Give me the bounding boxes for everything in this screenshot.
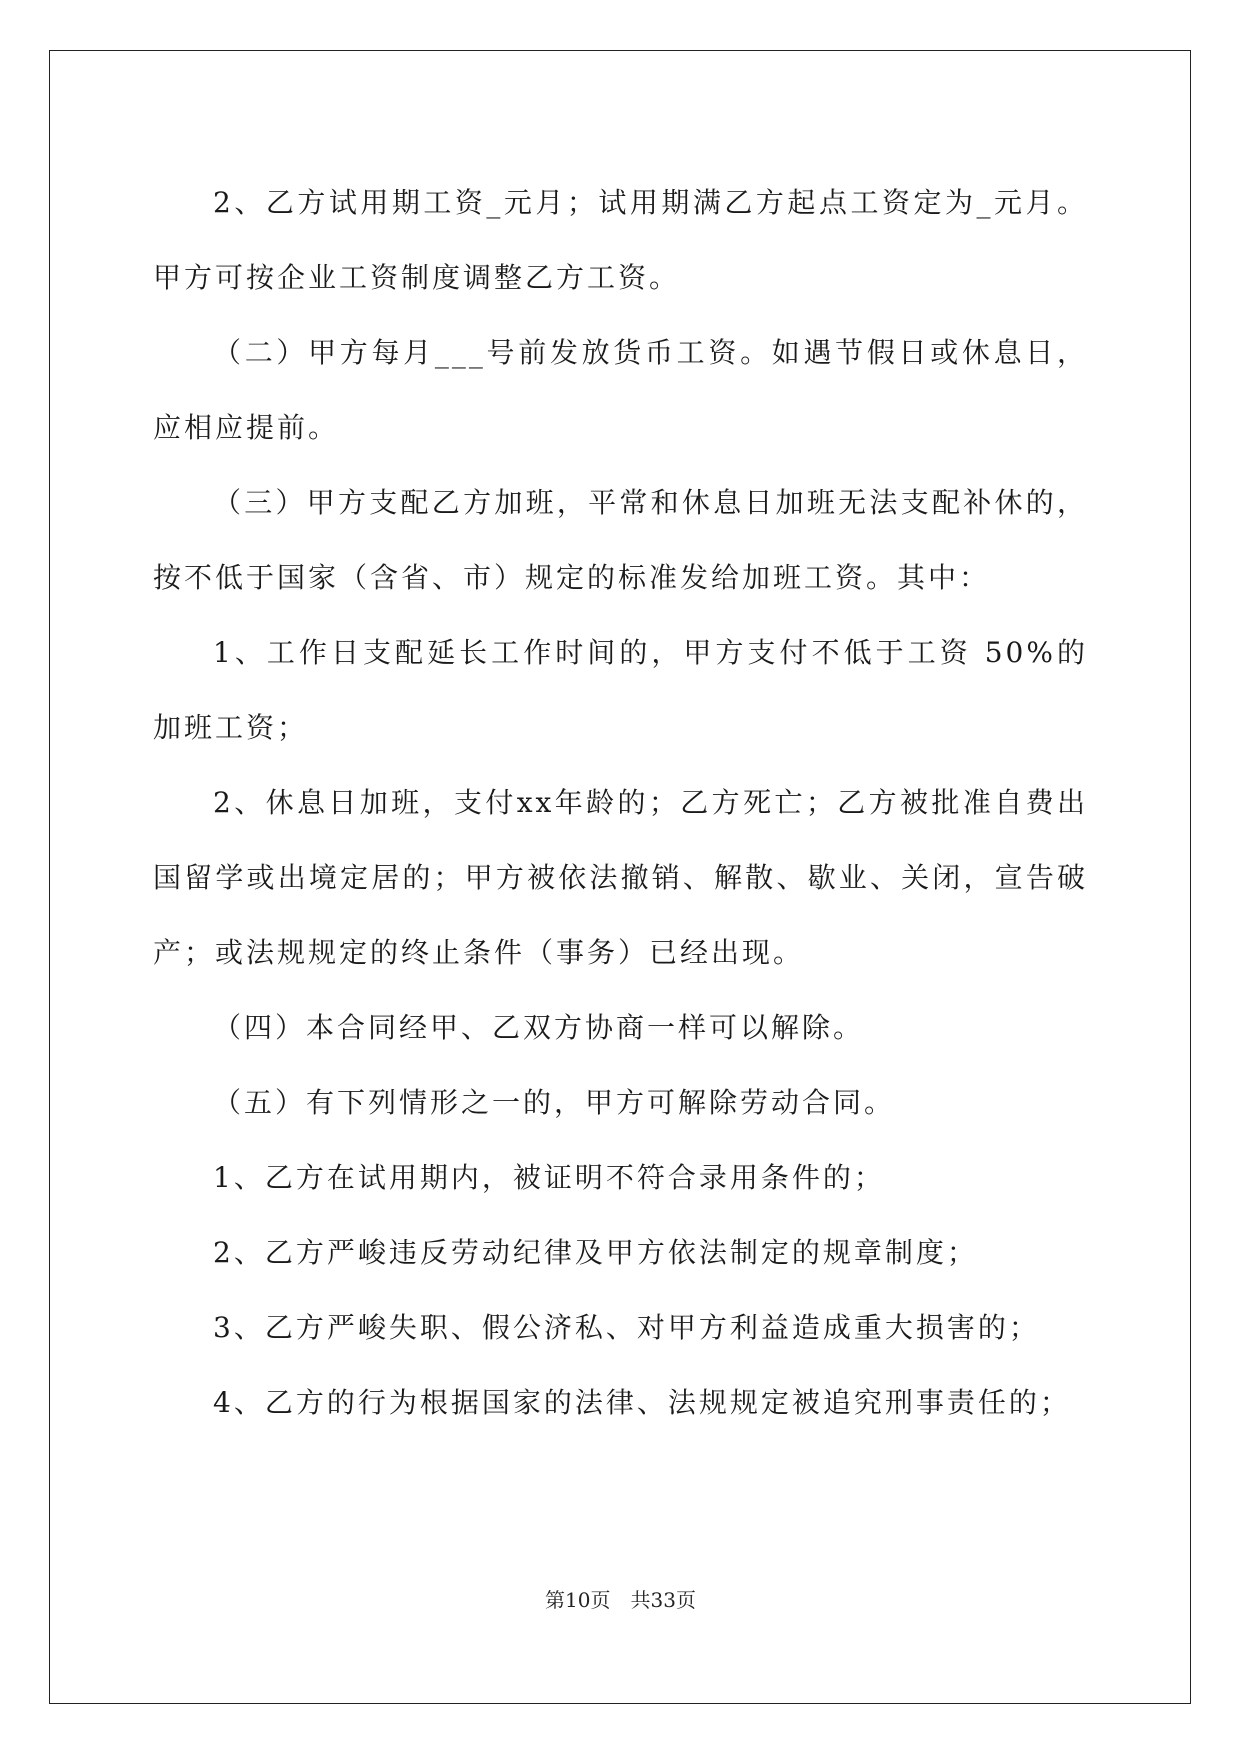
paragraph: 1、工作日支配延长工作时间的，甲方支付不低于工资 50%的加班工资； — [153, 636, 1088, 744]
page-number: 第10页 — [545, 1588, 611, 1612]
paragraph: 2、乙方试用期工资_元月；试用期满乙方起点工资定为_元月。甲方可按企业工资制度调整乙方工资。 — [153, 186, 1088, 294]
paragraph: 2、乙方严峻违反劳动纪律及甲方依法制定的规章制度； — [213, 1236, 978, 1269]
page-total: 共33页 — [630, 1588, 696, 1612]
paragraph: 2、休息日加班，支付xx年龄的；乙方死亡；乙方被批准自费出国留学或出境定居的；甲方被依法撤销、解散、歇业、关闭，宣告破产；或法规规定的终止条件（事务）已经出现。 — [153, 786, 1088, 969]
paragraph: 3、乙方严峻失职、假公济私、对甲方利益造成重大损害的； — [213, 1311, 1040, 1344]
paragraph: （四）本合同经甲、乙双方协商一样可以解除。 — [213, 1011, 865, 1044]
paragraph: 4、乙方的行为根据国家的法律、法规规定被追究刑事责任的； — [213, 1386, 1071, 1419]
document-body — [153, 165, 1088, 1440]
page-footer — [0, 1584, 1241, 1613]
paragraph: 1、乙方在试用期内，被证明不符合录用条件的； — [213, 1161, 885, 1194]
paragraph: （三）甲方支配乙方加班，平常和休息日加班无法支配补休的，按不低于国家（含省、市）规定的标准发给加班工资。其中： — [153, 486, 1088, 594]
paragraph: （二）甲方每月___号前发放货币工资。如遇节假日或休息日，应相应提前。 — [153, 336, 1088, 444]
paragraph: （五）有下列情形之一的，甲方可解除劳动合同。 — [213, 1086, 896, 1119]
